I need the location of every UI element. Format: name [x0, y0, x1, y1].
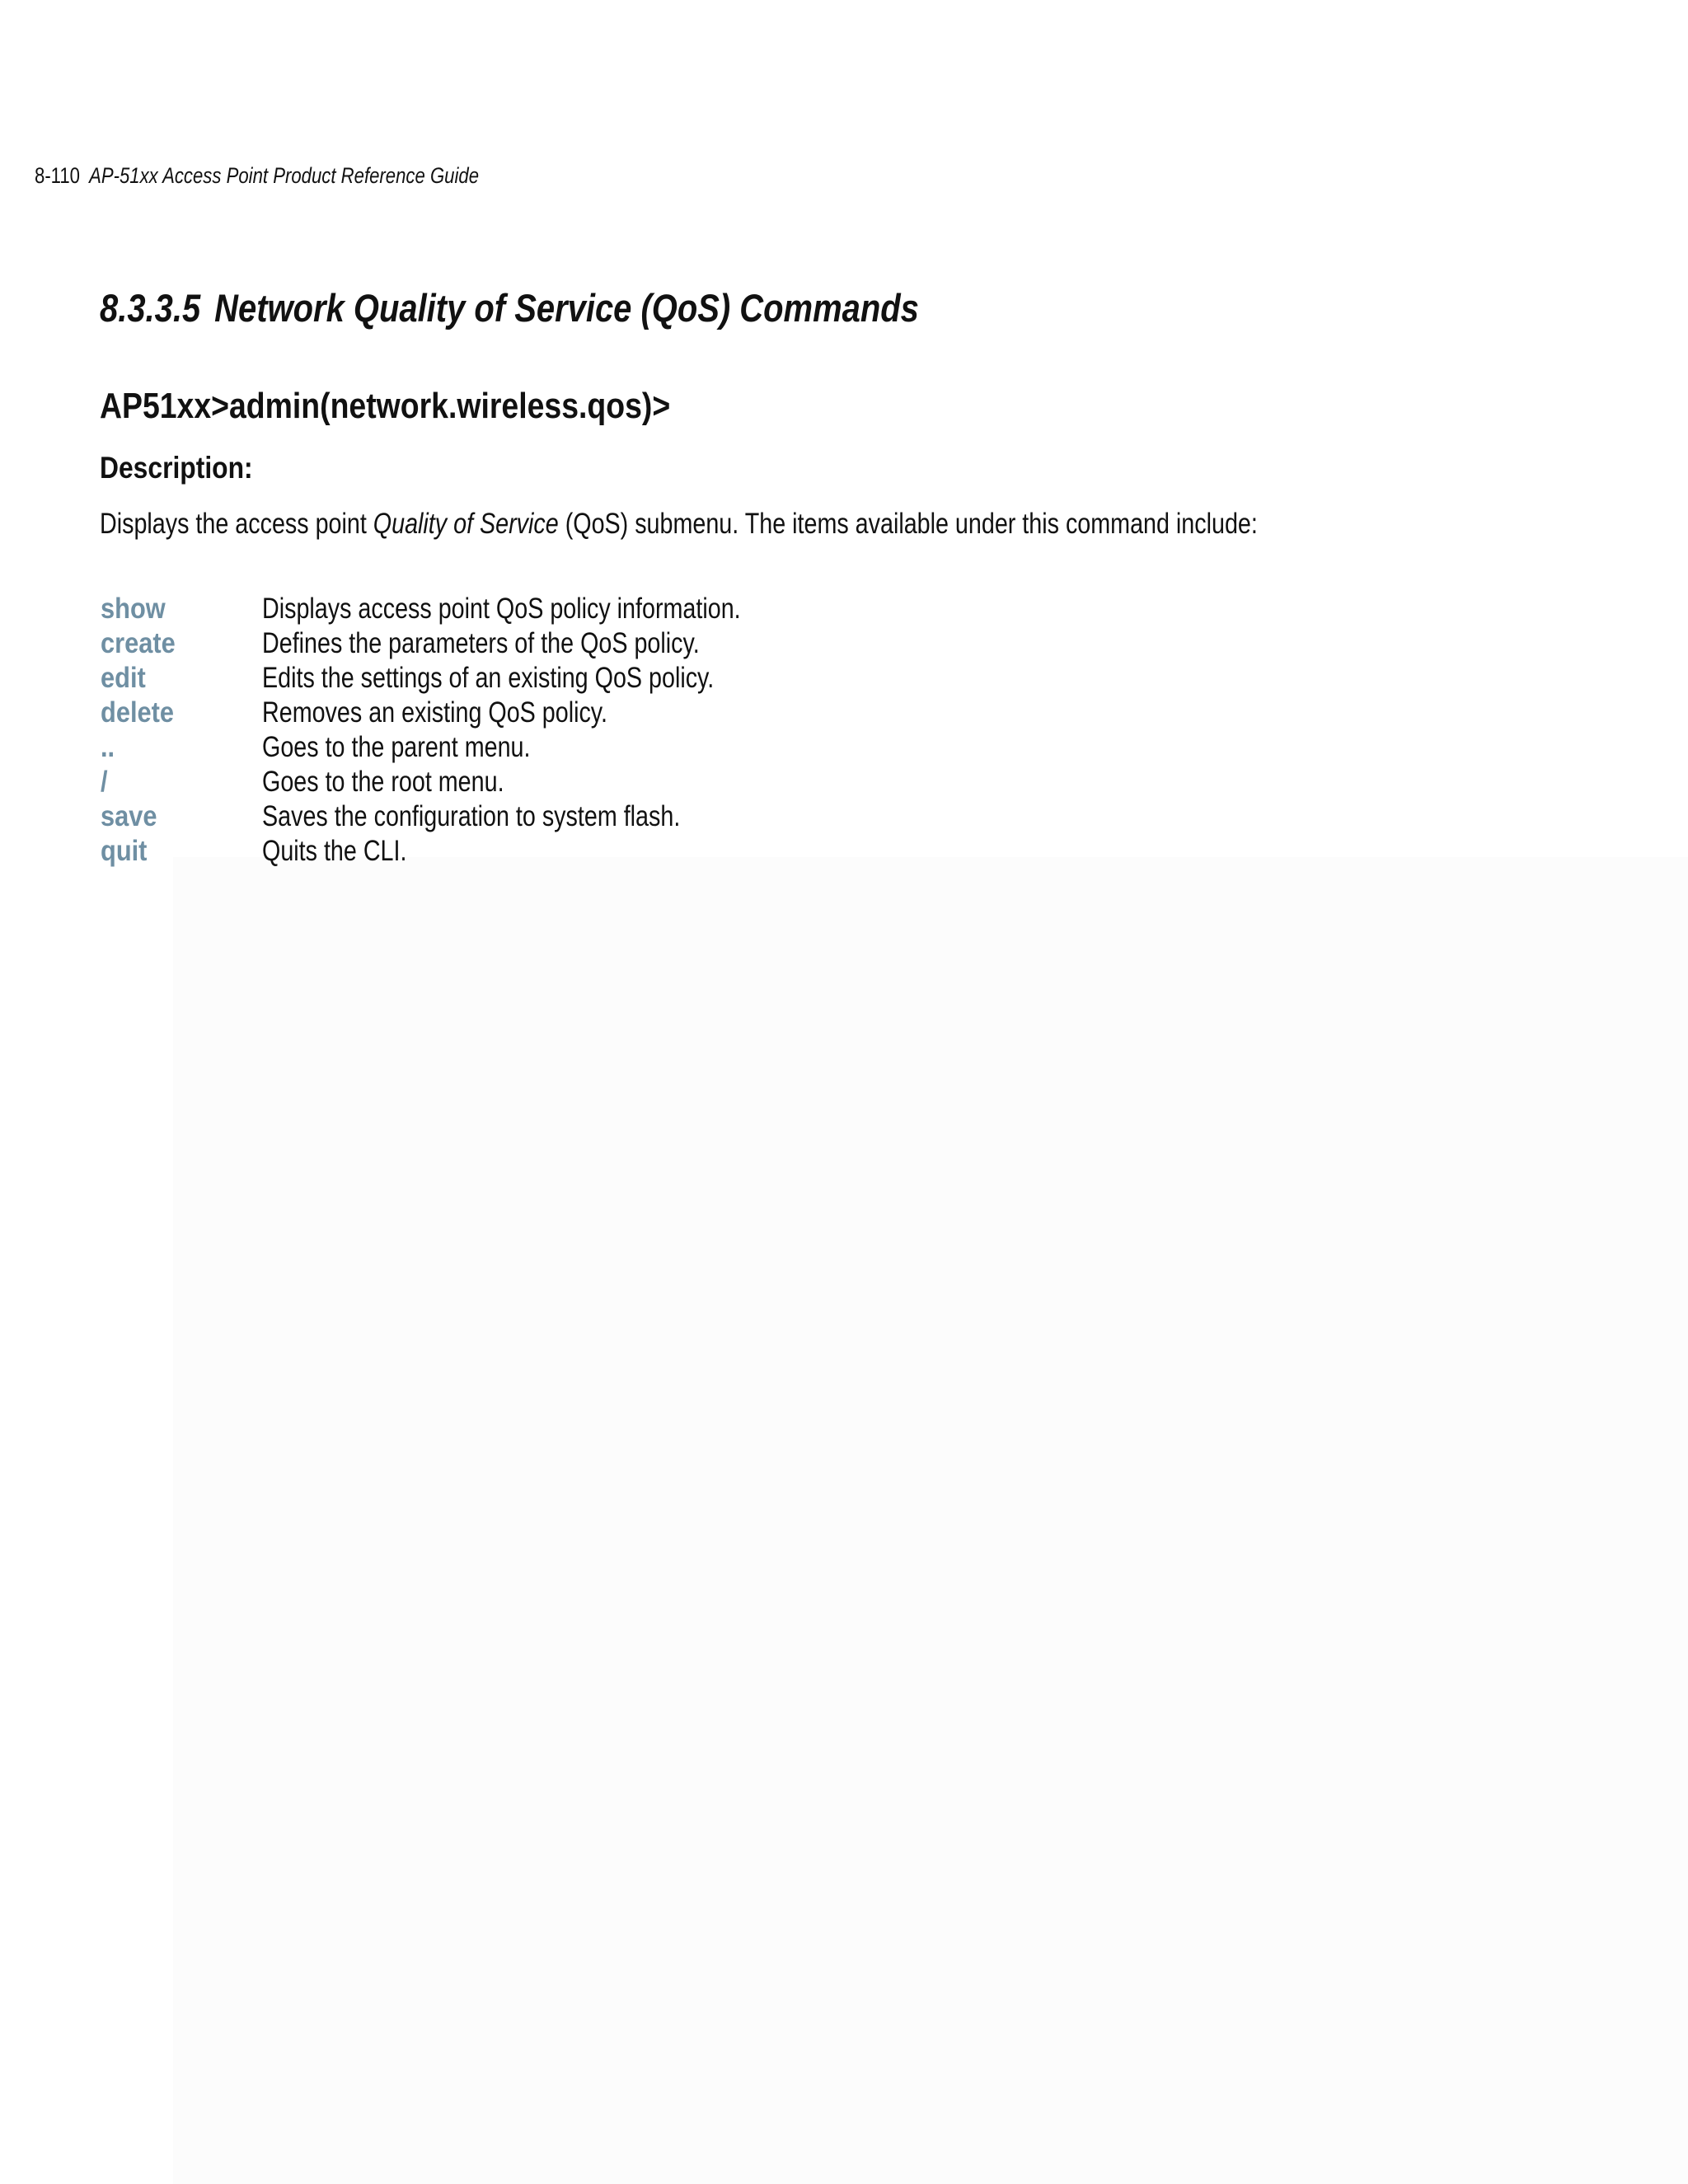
page-number: 8-110 — [35, 163, 80, 188]
command-row-root — [0, 765, 1688, 799]
command-prompt: AP51xx>admin(network.wireless.qos)> — [100, 386, 671, 426]
command-name: edit — [101, 662, 146, 694]
command-description: Removes an existing QoS policy. — [262, 696, 608, 729]
command-row-quit — [0, 834, 1688, 869]
command-description: Defines the parameters of the QoS policy. — [262, 627, 700, 659]
command-description: Goes to the root menu. — [262, 766, 504, 798]
command-description: Saves the configuration to system flash. — [262, 800, 681, 832]
command-description: Displays access point QoS policy information. — [262, 593, 741, 625]
description-text — [100, 506, 1258, 542]
guide-title: AP-51xx Access Point Product Reference Guide — [89, 163, 480, 188]
section-heading — [100, 285, 919, 331]
description-heading: Description: — [100, 451, 253, 485]
command-row-delete — [0, 696, 1688, 730]
command-row-create — [0, 626, 1688, 661]
page-background-tint — [173, 857, 1688, 2184]
command-row-show — [0, 592, 1688, 626]
description-text-emphasis: Quality of Service — [373, 508, 559, 540]
command-name: create — [101, 627, 176, 659]
description-text-before: Displays the access point — [100, 508, 373, 540]
command-name: .. — [101, 731, 115, 763]
command-name: quit — [101, 835, 148, 867]
command-description: Goes to the parent menu. — [262, 731, 531, 763]
command-row-save — [0, 799, 1688, 834]
command-name: save — [101, 800, 157, 832]
command-row-parent — [0, 730, 1688, 765]
description-text-after: (QoS) submenu. The items available under this command include: — [558, 508, 1258, 540]
command-name: show — [101, 593, 166, 625]
section-number: 8.3.3.5 — [100, 286, 201, 330]
command-name: / — [101, 766, 108, 798]
command-name: delete — [101, 696, 175, 729]
running-header — [35, 162, 479, 190]
section-title: Network Quality of Service (QoS) Commands — [214, 286, 919, 330]
command-description: Edits the settings of an existing QoS policy. — [262, 662, 715, 694]
command-row-edit — [0, 661, 1688, 696]
command-description: Quits the CLI. — [262, 835, 407, 867]
command-list — [0, 592, 1688, 869]
